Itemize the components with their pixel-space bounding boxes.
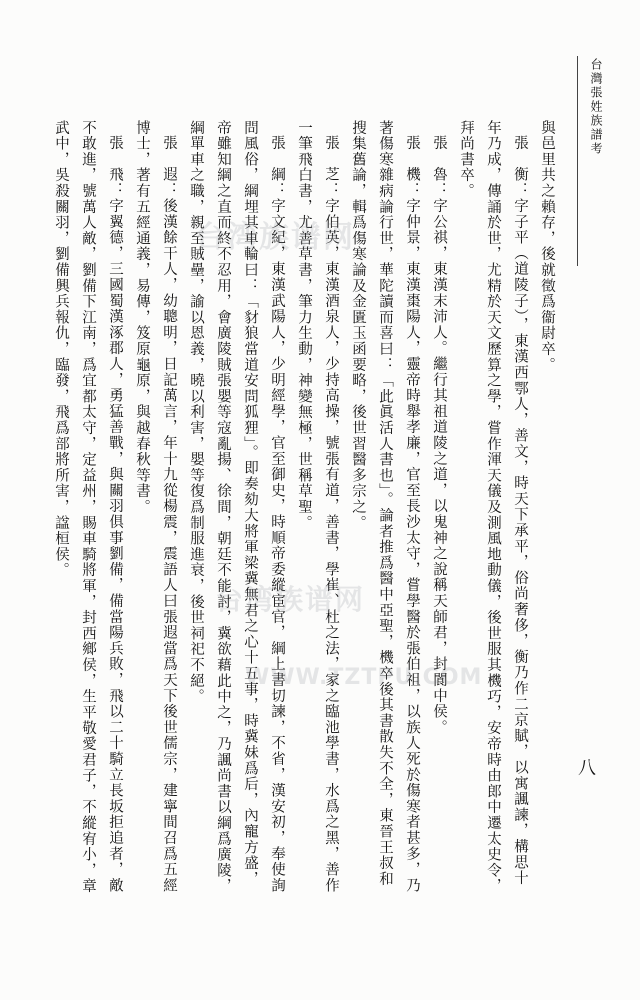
paragraph-zhang-lu: 張 魯：字公祺，東漢末沛人。繼行其祖道陵之道，以鬼神之說稱天師君，封閬中侯。	[431, 134, 447, 735]
paragraph-zhang-heng: 張 衡：字子平（道陵子），東漢西鄂人，善文，時天下承平，俗尚奢侈，衡乃作二京賦，以寓諷諫，構思十年乃成，傳誦於世，尤精於天文歷算之學，嘗作渾天儀及測風地動儀，後世服其機巧，安帝時由郎中遷太史令，拜尚書卒。	[458, 120, 528, 895]
page-number: 八	[575, 758, 596, 776]
paragraph-zhang-xia: 張 遐：後漢餘干人，幼聰明，日記萬言，年十九從楊震，震語人曰張遐當爲天下後世儒宗，建寧間召爲五經博士，著有五經通義，易傳，笈原龜原，與越春秋等書。	[134, 120, 177, 893]
watermark-bottom: 台湾族谱网	[215, 583, 366, 616]
paragraph-zhang-zhi: 張 芝：字伯英，東漢酒泉人，少持高操，號張有道，善書，學崔、杜之法，家之臨池學書，水爲之黑，善作一筆飛白書，尤善草書，筆力生動，神變無極，世稱草聖。	[296, 120, 339, 893]
watermark-url: WWW.TZTPU.COM	[245, 665, 483, 690]
paragraph-zhang-ji: 張 機：字仲景，東漢棗陽人，靈帝時舉孝廉，官至長沙太守，嘗學醫於張伯祖，以族人死於傷寒者甚多，乃著傷寒雜病論行世，華陀讀而喜曰：「此眞活人書也」。論者推爲醫中亞聖，機卒後其書散失不全，東晉王叔和搜集舊論，輯爲傷寒論及金匱玉函要略，後世習醫多宗之。	[350, 120, 420, 893]
header-divider	[577, 56, 578, 266]
body-text	[47, 120, 560, 900]
paragraph-zhang-gang: 張 綱：字文紀，東漢武陽人，少明經學，官至御史，時順帝委縱宦官，綱上書切諫，不省，漢安初，奉使詢問風俗，綱埋其車輪曰：「豺狼當道安問狐狸」。即奏劾大將軍梁冀無君之心十五事，時冀妹爲后，內寵方盛，帝雖知綱之直而終不忍用，會廣陵賊張嬰等寇亂揚、徐間，朝廷不能討，冀欲藉此中之，乃諷尚書以綱爲廣陵，綱單車之職，親至賊壘，諭以恩義，曉以利害，嬰等復爲制服進衰，後世祠祀不絕。	[188, 120, 285, 895]
running-header: 台灣張姓族譜考	[589, 58, 603, 156]
paragraph-zhang-fei: 張 飛：字翼德，三國蜀漢涿郡人，勇猛善戰，與關羽俱事劉備，備當陽兵敗，飛以二十騎立長坂拒追者，敵不敢進，號萬人敵，劉備下江南，爲宜都太守，定益州，賜車騎將軍，封西鄉侯，生平敬愛君子，不縱宥小，章武中，吳殺關羽，劉備興兵報仇，臨發，飛爲部將所害，諡桓侯。	[53, 120, 123, 895]
paragraph-intro-continuation: 與邑里共之賴存，後就徵爲衞尉卒。	[539, 120, 555, 373]
watermark-top: 台湾族谱网	[195, 220, 355, 255]
